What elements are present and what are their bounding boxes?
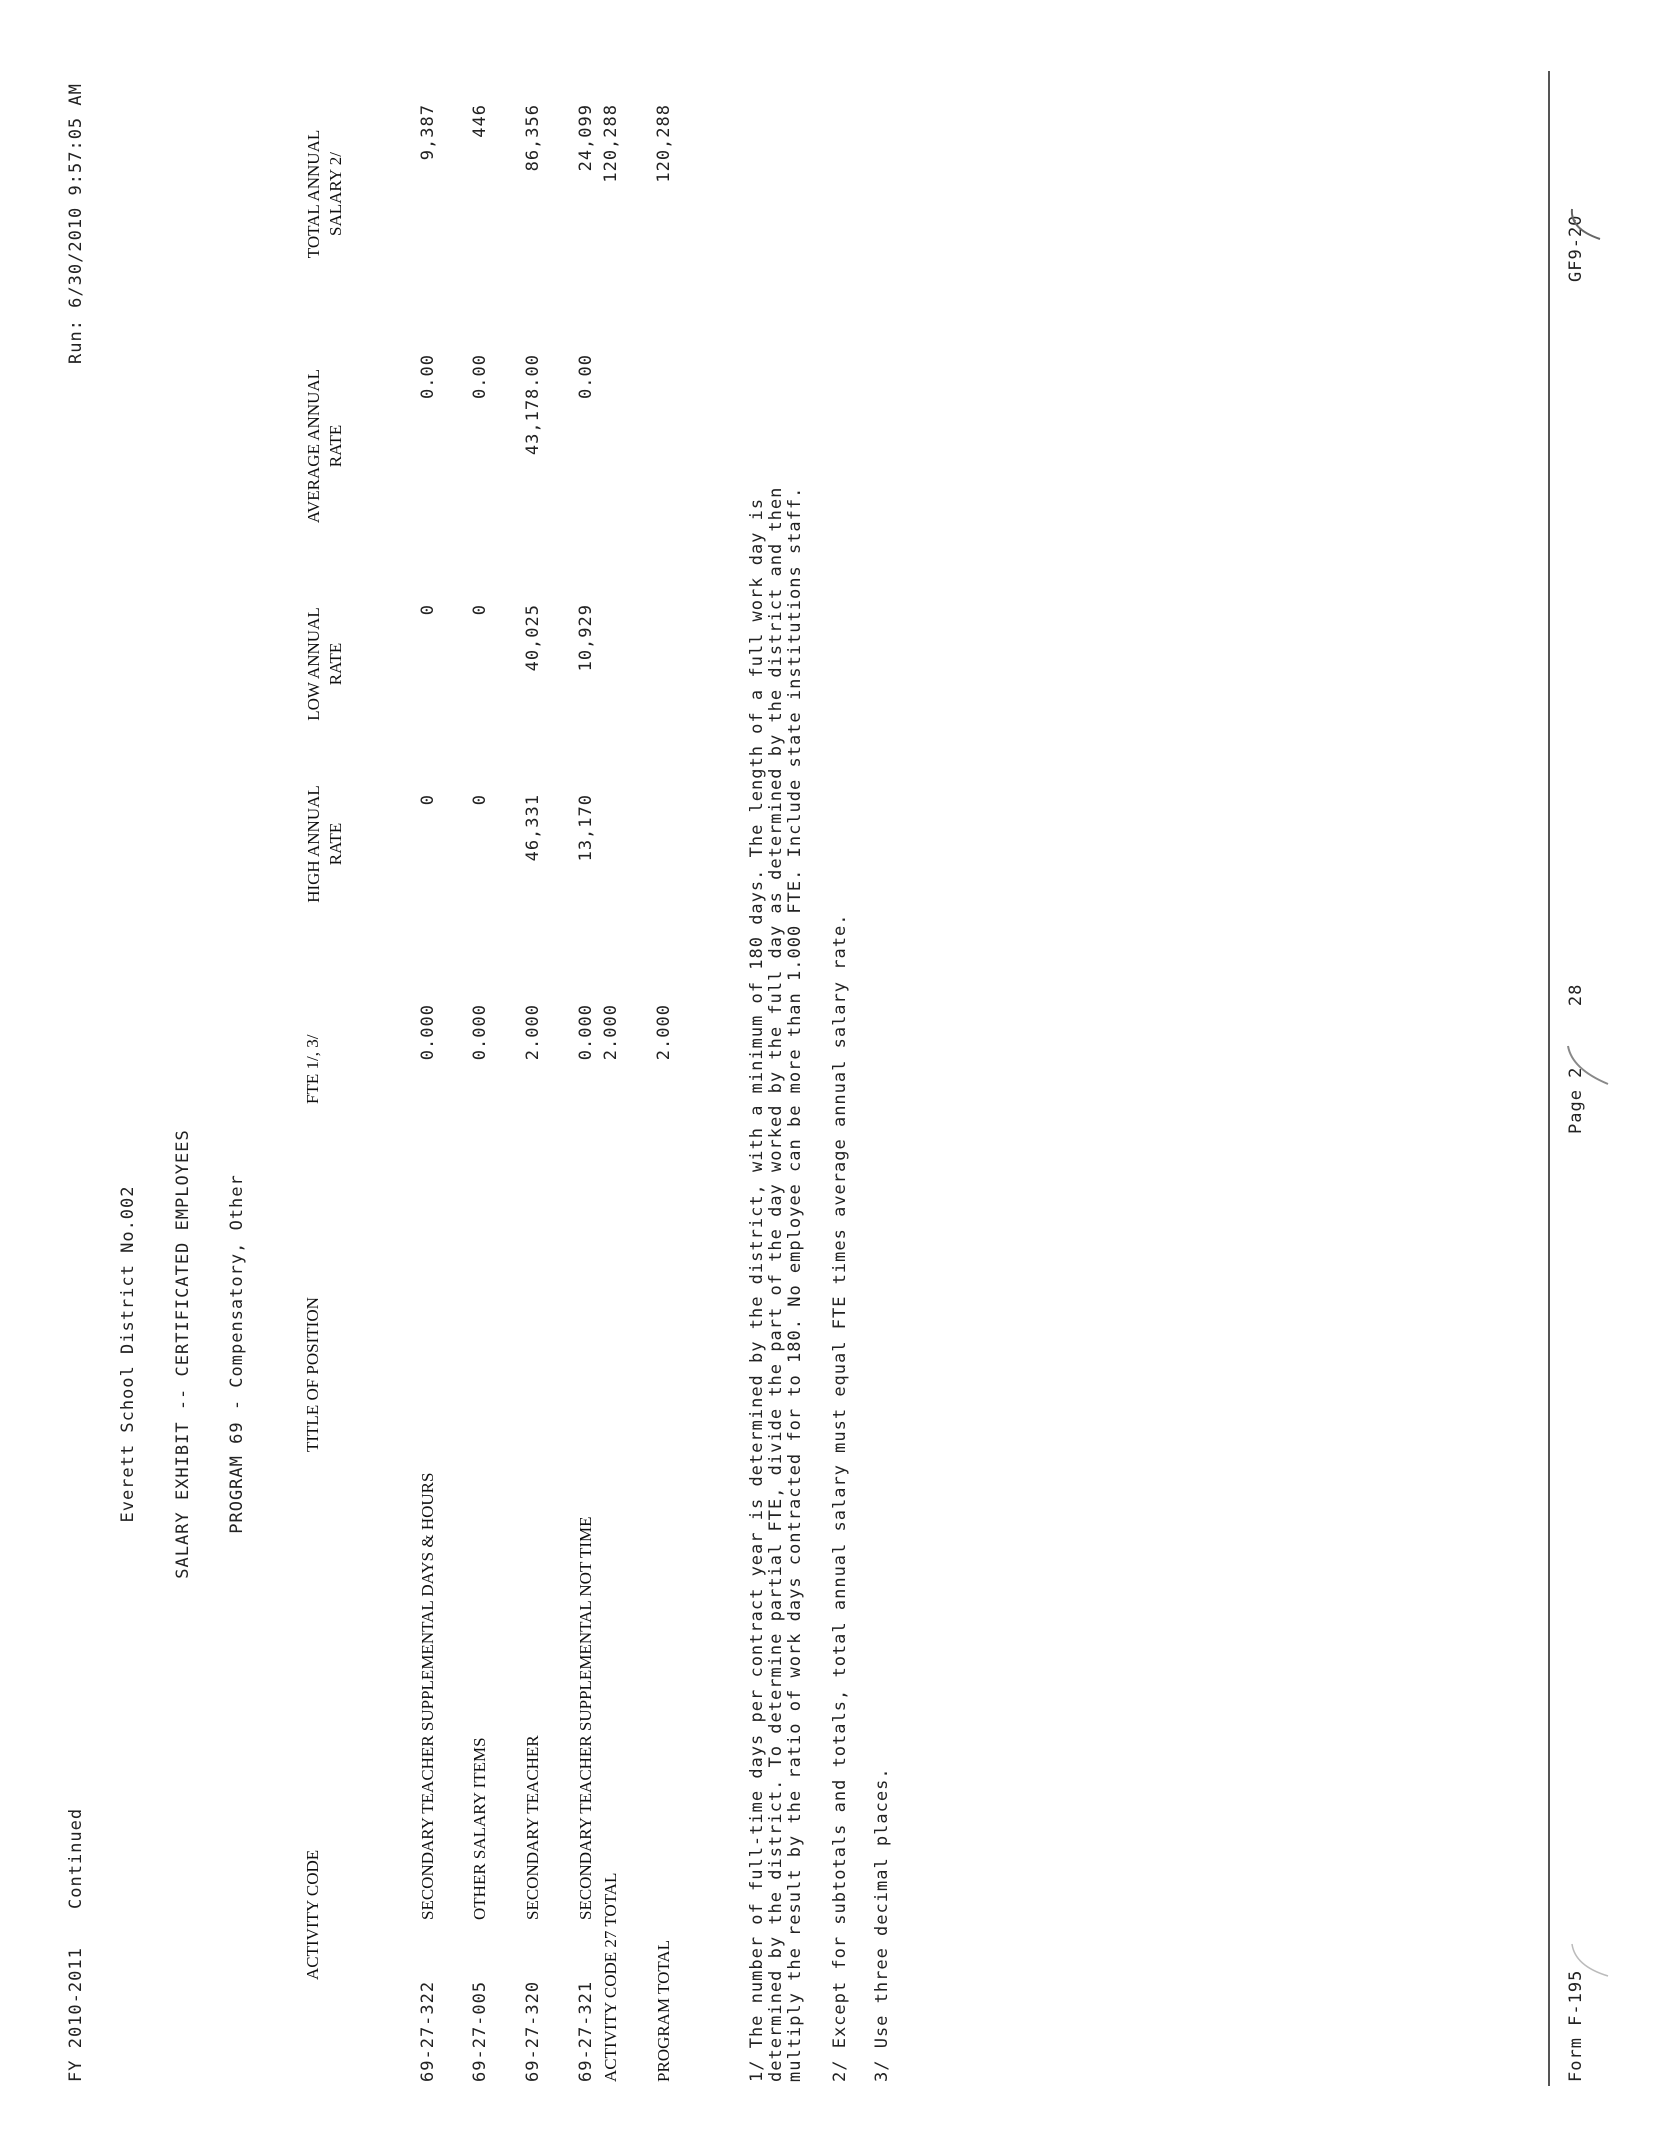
row-1-high-rate: 0 [418,794,438,806]
district-name: Everett School District No.002 [118,1185,138,1523]
row-4-title: SECONDARY TEACHER SUPPLEMENTAL NOT TIME [576,1516,595,1920]
footnote-1-line-2: determined by the district. To determine partial FTE, divide the part of the day worked by the full day as determined by the district and then [766,486,786,2082]
fiscal-year: FY 2010-2011 [66,1947,86,2082]
row-2-total-salary: 446 [470,104,490,138]
program-total-label: PROGRAM TOTAL [654,1939,673,2082]
row-3-activity-code: 69-27-320 [523,1980,543,2082]
col-header-high-rate-line1: HIGH ANNUAL [304,785,323,903]
form-code: GF9-20 [1566,214,1586,282]
col-header-avg-rate-line1: AVERAGE ANNUAL [304,368,323,524]
row-4-high-rate: 13,170 [576,794,596,862]
page-label: Page 2 [1566,1066,1586,1134]
footnote-2: 2/ Except for subtotals and totals, total annual salary must equal FTE times average annual salary rate. [830,913,850,2082]
row-4-activity-code: 69-27-321 [576,1980,596,2082]
row-1-low-rate: 0 [418,604,438,616]
col-header-fte: FTE 1/, 3/ [303,1034,322,1104]
program-total-fte: 2.000 [654,1004,674,1061]
pencil-arc-code [1572,209,1600,239]
row-2-activity-code: 69-27-005 [470,1980,490,2082]
row-1-avg-rate: 0.00 [418,354,438,399]
row-3-total-salary: 86,356 [523,104,543,172]
row-4-avg-rate: 0.00 [576,354,596,399]
footnote-3: 3/ Use three decimal places. [872,1767,892,2082]
row-1-total-salary: 9,387 [418,104,438,161]
footnote-1 [748,487,805,2082]
col-header-title: TITLE OF POSITION [303,1297,322,1452]
col-header-total-salary-line2: SALARY 2/ [326,152,345,236]
row-2-title: OTHER SALARY ITEMS [470,1737,489,1920]
run-timestamp: Run: 6/30/2010 9:57:05 AM [66,83,86,364]
row-1-fte: 0.000 [418,1004,438,1061]
row-4-fte: 0.000 [576,1004,596,1061]
col-header-high-rate-line2: RATE [326,822,345,866]
col-header-total-salary-line1: TOTAL ANNUAL [304,129,323,259]
activity-code-total-salary: 120,288 [601,104,621,183]
col-header-avg-rate [303,346,347,546]
program-total-salary: 120,288 [654,104,674,183]
col-header-high-rate [303,774,347,914]
row-4-total-salary: 24,099 [576,104,596,172]
row-3-low-rate: 40,025 [523,604,543,672]
col-header-total-salary [303,114,347,274]
row-1-title: SECONDARY TEACHER SUPPLEMENTAL DAYS & HOURS [418,1472,437,1920]
pencil-arc-form [1572,1944,1608,1976]
pencil-marks [1520,0,1620,2144]
col-header-low-rate-line2: RATE [326,642,345,686]
row-3-high-rate: 46,331 [523,794,543,862]
pencil-arc-page [1568,1046,1608,1084]
footnote-1-line-1: 1/ The number of full-time days per contract year is determined by the district, with a minimum of 180 days. The length of a full work day is [747,497,767,2082]
row-3-avg-rate: 43,178.00 [523,354,543,456]
footnote-1-line-3: multiply the result by the ratio of work days contracted for to 180. No employee can be more than 1.000 FTE. Include state institutions staff. [785,486,805,2082]
form-number: Form F-195 [1566,1969,1586,2082]
row-2-avg-rate: 0.00 [470,354,490,399]
col-header-avg-rate-line2: RATE [326,424,345,468]
row-2-low-rate: 0 [470,604,490,616]
page-num: 28 [1566,983,1586,1007]
col-header-low-rate-line1: LOW ANNUAL [304,607,323,721]
row-3-fte: 2.000 [523,1004,543,1061]
activity-code-total-fte: 2.000 [601,1004,621,1061]
row-1-activity-code: 69-27-322 [418,1980,438,2082]
row-2-high-rate: 0 [470,794,490,806]
col-header-low-rate [303,594,347,734]
col-header-activity-code: ACTIVITY CODE [303,1849,322,1980]
continued-label: Continued [66,1807,86,1909]
row-2-fte: 0.000 [470,1004,490,1061]
activity-code-total-label: ACTIVITY CODE 27 TOTAL [601,1872,620,2082]
row-3-title: SECONDARY TEACHER [523,1735,542,1920]
row-4-low-rate: 10,929 [576,604,596,672]
program-title: PROGRAM 69 - Compensatory, Other [227,1174,247,1534]
exhibit-title: SALARY EXHIBIT -- CERTIFICATED EMPLOYEES [173,1129,193,1579]
